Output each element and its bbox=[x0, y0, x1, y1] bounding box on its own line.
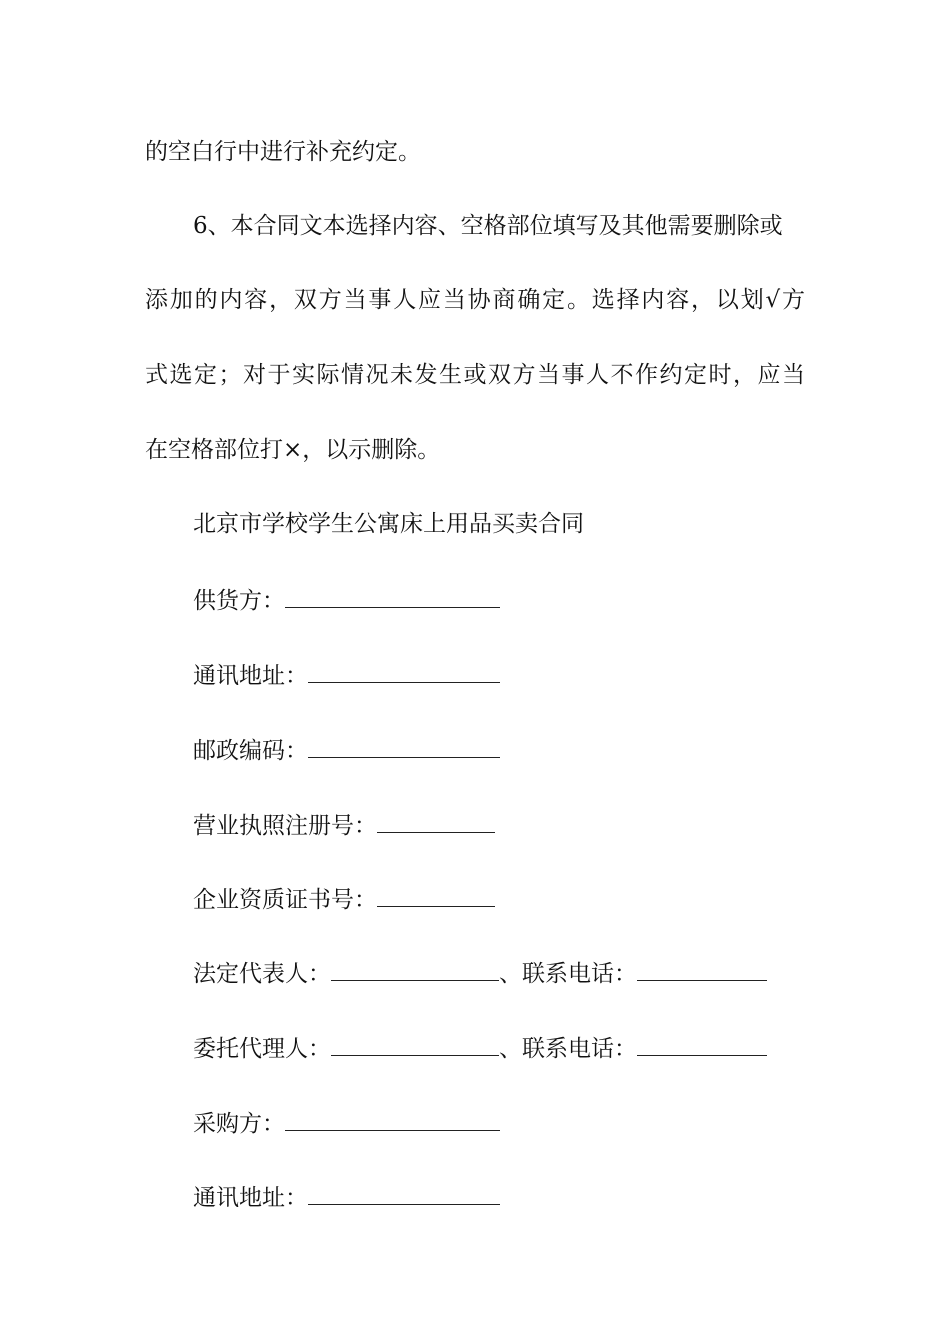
purchaser-address-row bbox=[193, 1182, 500, 1213]
field-label: 通讯地址： bbox=[193, 1185, 308, 1211]
paragraph-line: 的空白行中进行补充约定。 bbox=[145, 139, 421, 165]
supplier-name-field[interactable] bbox=[285, 585, 500, 608]
paragraph-line: 添加的内容，双方当事人应当协商确定。选择内容，以划√方 bbox=[145, 287, 805, 313]
field-label: 通讯地址： bbox=[193, 663, 308, 689]
supplier-legal-rep-row bbox=[193, 958, 767, 989]
supplier-qualification-row bbox=[193, 884, 495, 915]
paragraph-line: 式选定；对于实际情况未发生或双方当事人不作约定时，应当 bbox=[145, 362, 805, 388]
agent-phone-field[interactable] bbox=[637, 1033, 767, 1056]
supplier-name-row bbox=[193, 585, 500, 616]
supplier-postcode-row bbox=[193, 735, 500, 766]
field-label: 供货方： bbox=[193, 588, 285, 614]
field-label: 企业资质证书号： bbox=[193, 887, 377, 913]
purchaser-address-field[interactable] bbox=[308, 1182, 500, 1205]
supplier-address-row bbox=[193, 660, 500, 691]
contract-title: 北京市学校学生公寓床上用品买卖合同 bbox=[193, 511, 584, 537]
legal-rep-phone-field[interactable] bbox=[637, 958, 767, 981]
field-label: 营业执照注册号： bbox=[193, 813, 377, 839]
supplier-license-field[interactable] bbox=[377, 810, 495, 833]
field-label: 、联系电话： bbox=[499, 961, 637, 987]
field-label: 委托代理人： bbox=[193, 1036, 331, 1062]
field-label: 法定代表人： bbox=[193, 961, 331, 987]
agent-field[interactable] bbox=[331, 1033, 499, 1056]
field-label: 邮政编码： bbox=[193, 738, 308, 764]
supplier-license-row bbox=[193, 810, 495, 841]
field-label: 采购方： bbox=[193, 1111, 285, 1137]
supplier-qualification-field[interactable] bbox=[377, 884, 495, 907]
purchaser-name-row bbox=[193, 1108, 500, 1139]
paragraph-line: 在空格部位打×，以示删除。 bbox=[145, 437, 441, 463]
supplier-postcode-field[interactable] bbox=[308, 735, 500, 758]
purchaser-name-field[interactable] bbox=[285, 1108, 500, 1131]
supplier-agent-row bbox=[193, 1033, 767, 1064]
supplier-address-field[interactable] bbox=[308, 660, 500, 683]
field-label: 、联系电话： bbox=[499, 1036, 637, 1062]
legal-rep-field[interactable] bbox=[331, 958, 499, 981]
paragraph-line: 6、本合同文本选择内容、空格部位填写及其他需要删除或 bbox=[193, 213, 783, 239]
